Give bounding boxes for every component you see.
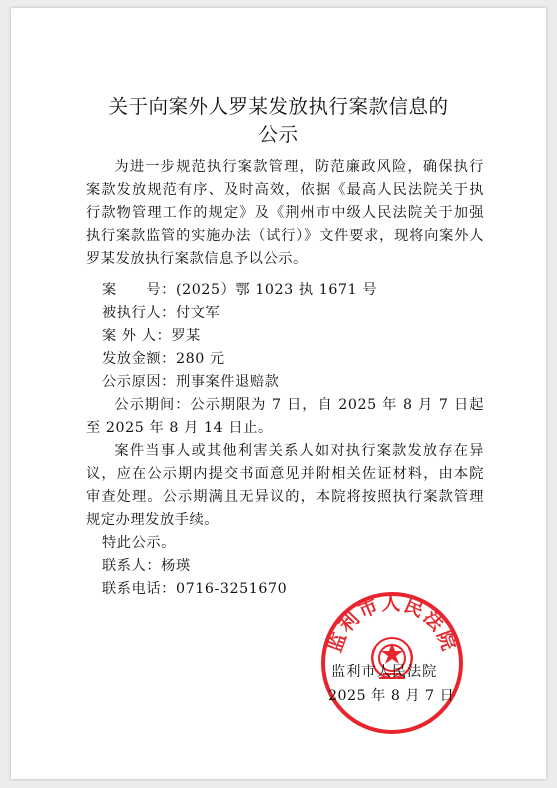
contact-person: 联系人：杨瑛 <box>102 558 191 574</box>
case-number: 案 号：(2025）鄂 1023 执 1671 号 <box>102 282 378 298</box>
objection-paragraph: 案件当事人或其他利害关系人如对执行案款发放存在异议，应在公示期内提交书面意见并附相关佐证材料，由本院审查处理。公示期满且无异议的，本院将按照执行案款管理规定办理发放手续。 <box>86 443 484 528</box>
svg-text:监利市人民法院: 监利市人民法院 <box>323 592 461 656</box>
closing-text: 特此公示。 <box>102 535 176 551</box>
notice-period: 公示期间：公示期限为 7 日，自 2025 年 8 月 7 日起至 2025 年 8 月 14 日止。 <box>86 397 484 436</box>
outsider-name: 案 外 人：罗某 <box>102 328 201 344</box>
notice-reason: 公示原因：刑事案件退赔款 <box>102 374 280 390</box>
executed-person: 被执行人：付文军 <box>102 305 221 321</box>
intro-paragraph: 为进一步规范执行案款管理，防范廉政风险，确保执行案款发放规范有序、及时高效，依据《最高人民法院关于执行款物管理工作的规定》及《荆州市中级人民法院关于加强执行案款监管的实施办法（试行）》文件要求，现将向案外人罗某发放执行案款信息予以公示。 <box>86 159 484 267</box>
signature: 监利市人民法院 <box>331 664 438 680</box>
document-page <box>11 8 546 779</box>
document-title-line2: 公示 <box>258 123 299 146</box>
payout-amount: 发放金额：280 元 <box>102 351 225 367</box>
issue-date: 2025 年 8 月 7 日 <box>328 688 455 704</box>
contact-phone: 联系电话：0716-3251670 <box>102 581 288 597</box>
document-title-line1: 关于向案外人罗某发放执行案款信息的 <box>108 95 449 118</box>
